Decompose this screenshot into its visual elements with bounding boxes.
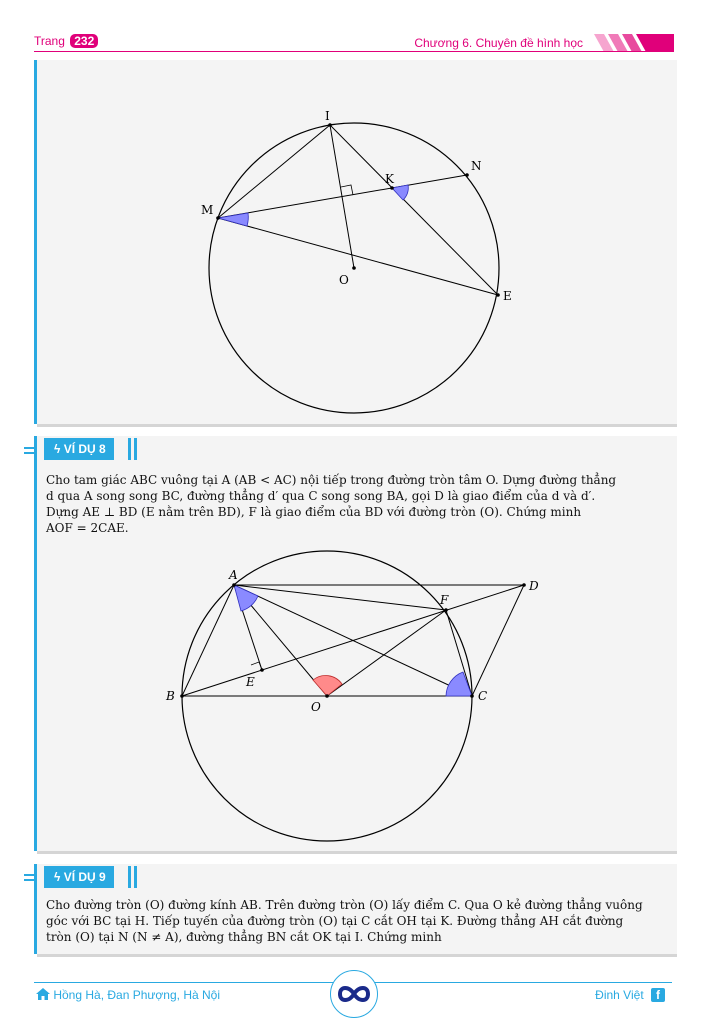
example9-tag — [44, 866, 114, 888]
example9-line3: tròn (O) tại N (N ≠ A), đường thẳng BN cắt OK tại I. Chứng minh — [46, 930, 442, 944]
example8-line2: d qua A song song BC, đường thẳng d′ qua C song song BA, gọi D là giao điểm của d và d′. — [46, 489, 596, 503]
label-f: F — [440, 593, 449, 607]
lightning-icon: ϟ — [54, 870, 61, 884]
chapter-title: Chương 6. Chuyên đề hình học — [414, 36, 583, 50]
label-b: B — [166, 689, 175, 703]
example9-box-shadow — [37, 954, 677, 957]
facebook-icon[interactable]: f — [651, 988, 665, 1002]
label-m: M — [201, 203, 214, 217]
example9-text — [46, 897, 666, 945]
example9-tag-bar — [128, 866, 131, 888]
example8-tag-label: VÍ DỤ 8 — [63, 442, 106, 456]
lightning-icon: ϟ — [54, 442, 61, 456]
label-d: D — [529, 579, 539, 593]
label-c: C — [478, 689, 488, 703]
footer-author-name: Đinh Việt — [595, 988, 644, 1002]
right-angle-mark-e — [251, 662, 262, 670]
label-n: N — [471, 159, 482, 173]
label-o: O — [339, 273, 349, 287]
label-o-2: O — [311, 700, 321, 714]
label-a: A — [229, 568, 238, 582]
label-i: I — [325, 109, 330, 123]
infinity-logo — [330, 970, 378, 1018]
example8-line1: Cho tam giác ABC vuông tại A (AB < AC) nội tiếp trong đường tròn tâm O. Dựng đường thẳng — [46, 473, 617, 487]
example8-line3: Dựng AE ⊥ BD (E nằm trên BD), F là giao điểm của BD với đường tròn (O). Chứng minh — [46, 505, 582, 519]
footer-location — [36, 988, 220, 1002]
example9-line2: góc với BC tại H. Tiếp tuyến của đường tròn (O) tại C cắt OH tại K. Đường thẳng AH cắt đường — [46, 914, 624, 928]
example8-line4: AOF = 2CAE. — [46, 521, 129, 535]
footer-author — [595, 988, 665, 1002]
angle-a-mark — [234, 585, 258, 611]
angle-o-mark — [313, 676, 342, 696]
label-e-2: E — [246, 675, 255, 689]
footer-location-text: Hồng Hà, Đan Phượng, Hà Nội — [53, 988, 220, 1002]
example9-tag-label: VÍ DỤ 9 — [63, 870, 106, 884]
example9-tag-bar-2 — [134, 866, 137, 888]
label-k: K — [385, 172, 394, 186]
page-label: Trang — [34, 34, 65, 48]
label-e: E — [503, 289, 512, 303]
home-icon — [36, 988, 50, 1000]
example9-line1: Cho đường tròn (O) đường kính AB. Trên đường tròn (O) lấy điểm C. Qua O kẻ đường thẳng vuông — [46, 898, 643, 912]
page-number-badge: 232 — [70, 34, 98, 48]
infinity-icon — [331, 971, 377, 1017]
